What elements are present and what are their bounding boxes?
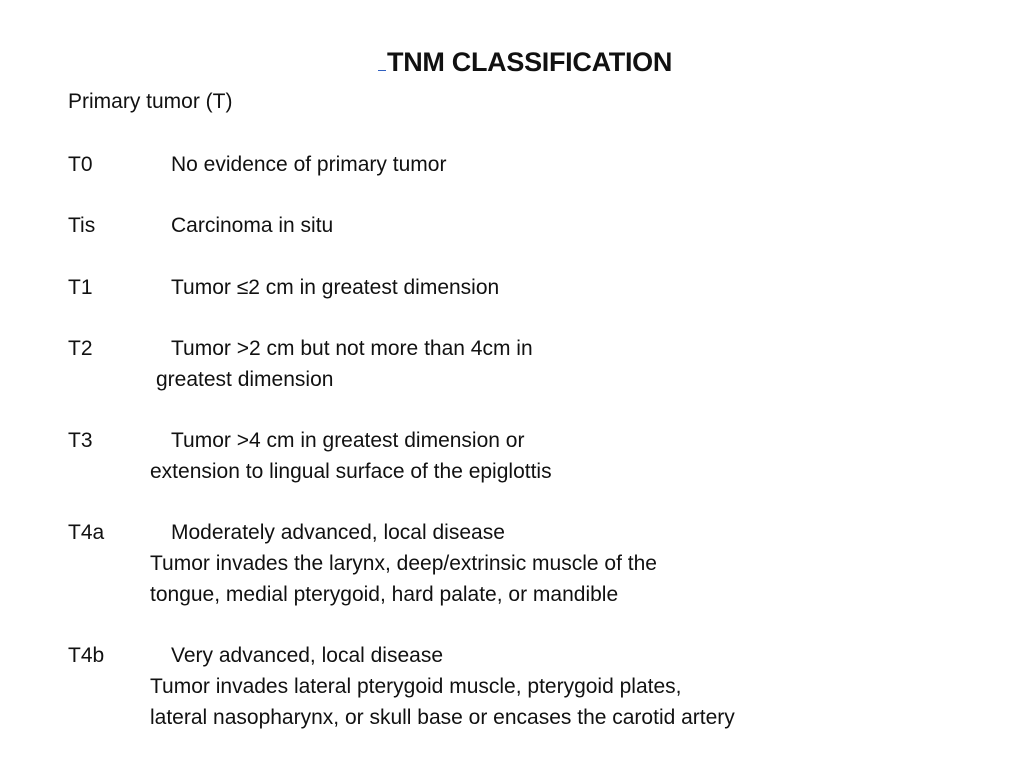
stage-desc-t4a-cont-1: Tumor invades the larynx, deep/extrinsic muscle of the bbox=[150, 552, 657, 575]
stage-desc-t1: Tumor ≤2 cm in greatest dimension bbox=[171, 276, 500, 299]
stage-desc-t2-cont: greatest dimension bbox=[156, 368, 334, 391]
stage-code-t4a: T4a bbox=[68, 521, 105, 544]
stage-desc-t0: No evidence of primary tumor bbox=[171, 153, 447, 176]
slide-title-text: TNM CLASSIFICATION bbox=[387, 47, 673, 77]
stage-desc-t4a: Moderately advanced, local disease bbox=[171, 521, 505, 544]
stage-code-t0: T0 bbox=[68, 153, 93, 176]
stage-desc-t3-cont: extension to lingual surface of the epiglottis bbox=[150, 460, 552, 483]
stage-desc-t4b-cont-1: Tumor invades lateral pterygoid muscle, pterygoid plates, bbox=[150, 675, 682, 698]
stage-desc-t2: Tumor >2 cm but not more than 4cm in bbox=[171, 337, 533, 360]
stage-code-t2: T2 bbox=[68, 337, 93, 360]
stage-desc-t4b-cont-2: lateral nasopharynx, or skull base or encases the carotid artery bbox=[150, 706, 735, 729]
link-underline-mark bbox=[378, 48, 386, 71]
stage-desc-t4a-cont-2: tongue, medial pterygoid, hard palate, or mandible bbox=[150, 583, 619, 606]
stage-code-t1: T1 bbox=[68, 276, 93, 299]
stage-desc-tis: Carcinoma in situ bbox=[171, 214, 334, 237]
stage-code-tis: Tis bbox=[68, 214, 96, 237]
slide-title bbox=[378, 47, 672, 78]
stage-code-t4b: T4b bbox=[68, 644, 105, 667]
stage-desc-t4b: Very advanced, local disease bbox=[171, 644, 444, 667]
section-heading: Primary tumor (T) bbox=[68, 90, 233, 113]
stage-desc-t3: Tumor >4 cm in greatest dimension or bbox=[171, 429, 525, 452]
stage-code-t3: T3 bbox=[68, 429, 93, 452]
